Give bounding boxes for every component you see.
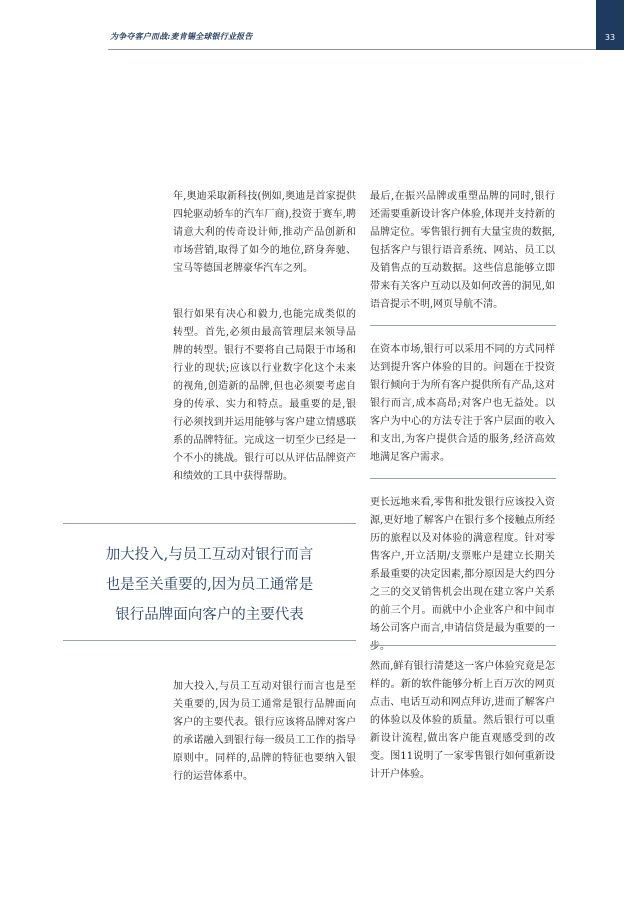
page-number-tab <box>596 0 624 50</box>
left-paragraph-3 <box>173 678 356 786</box>
right-paragraph-1-text: 最后,在振兴品牌或重塑品牌的同时,银行还需要重新设计客户体验,体现并支持新的品牌定位。零售银行拥有大量宝贵的数据,包括客户与银行语音系统、网站、员工以及销售点的互动数据。这些信息能够立即带来有关客户互动以及如何改善的洞见,如语音提示不明,网页导航不清。 <box>370 191 555 310</box>
right-divider-3 <box>370 645 556 646</box>
pull-quote <box>63 540 356 630</box>
right-paragraph-2-text: 在资本市场,银行可以采用不同的方式同样达到提升客户体验的目的。问题在于投资银行倾向于为所有客户提供所有产品,这对银行而言,成本高昂;对客户也无益处。以客户为中心的方法专注于客户层面的收入和支出,为客户提供合适的服务,经济高效地满足客户需求。 <box>370 344 555 463</box>
page-number: 33 <box>604 33 616 42</box>
pull-quote-bottom-rule <box>63 640 356 641</box>
left-paragraph-2 <box>173 306 356 486</box>
right-paragraph-3-text: 更长远地来看,零售和批发银行应该投入资源,更好地了解客户在银行多个接触点所经历的旅程以及对体验的满意程度。针对零售客户,开立活期/支票账户是建立长期关系最重要的决定因素,都分原因是大约四分之三的交叉销售机会出现在建立客户关系的前三个月。而就中小企业客户和中间市场公司客户而言,申请信贷是最为重要的一步。 <box>370 497 555 652</box>
right-divider-2 <box>370 478 556 479</box>
pull-quote-line-1: 加大投入,与员工互动对银行而言 <box>105 547 314 563</box>
left-paragraph-1-text: 年,奥迪采取新科技(例如,奥迪是首家提供四轮驱动轿车的汽车厂商),投资于赛车,聘请意大利的传奇设计师,推动产品创新和市场营销,取得了如今的地位,跻身奔驰、宝马等德国老牌豪华汽车之列。 <box>173 191 356 274</box>
right-divider-1 <box>370 325 556 326</box>
pull-quote-top-rule <box>63 523 356 524</box>
pull-quote-line-3: 银行品牌面向客户的主要代表 <box>115 607 304 623</box>
header-rule <box>108 49 596 50</box>
right-paragraph-4-text: 然而,鲜有银行清楚这一客户体验究竟是怎样的。新的软件能够分析上百万次的网页点击、电话互动和网点拜访,进而了解客户的体验以及体验的质量。然后银行可以重新设计流程,做出客户能直观感受到的改变。图11说明了一家零售银行如何重新设计开户体验。 <box>370 661 555 780</box>
right-paragraph-2 <box>370 341 555 467</box>
right-paragraph-1 <box>370 188 555 314</box>
pull-quote-line-2: 也是至关重要的,因为员工通常是 <box>105 577 314 593</box>
left-paragraph-1 <box>173 188 356 278</box>
right-paragraph-4 <box>370 658 555 784</box>
right-paragraph-3 <box>370 494 555 656</box>
running-header-title: 为争夺客户而战:麦肯锡全球银行业报告 <box>110 31 253 41</box>
left-paragraph-2-text: 银行如果有决心和毅力,也能完成类似的转型。首先,必须由最高管理层来领导品牌的转型。银行不要将自己局限于市场和行业的现状;应该以行业数字化这个未来的视角,创造新的品牌,但也必须要考虑自身的传承、实力和特点。最重要的是,银行必须找到并运用能够与客户建立情感联系的品牌特征。完成这一切至少已经是一个不小的挑战。银行可以从评估品牌资产和绩效的工具中获得帮助。 <box>173 309 356 482</box>
left-paragraph-3-text: 加大投入,与员工互动对银行而言也是至关重要的,因为员工通常是银行品牌面向客户的主要代表。银行应该将品牌对客户的承诺融入到银行每一级员工工作的指导原则中。同样的,品牌的特征也要纳入银行的运营体系中。 <box>173 681 356 782</box>
